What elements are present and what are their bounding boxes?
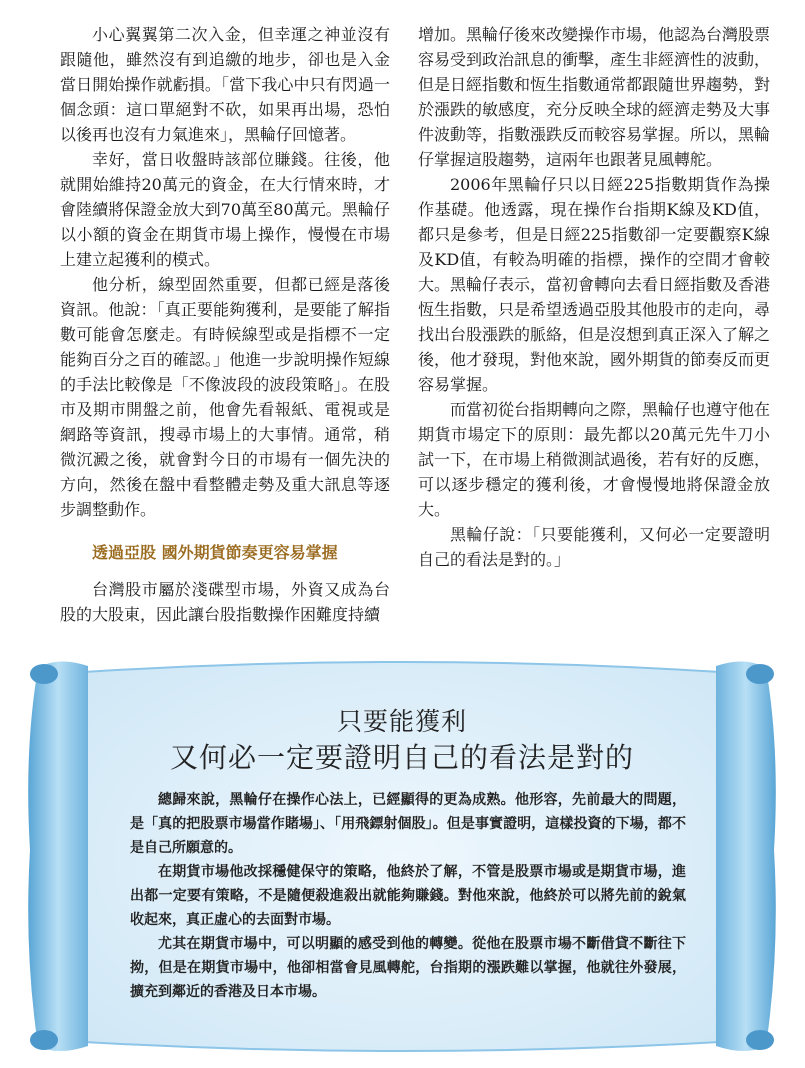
article-paragraph: 黑輪仔說：「只要能獲利，又何必一定要證明自己的看法是對的。」 xyxy=(418,525,770,569)
article-paragraph: 他分析，線型固然重要，但都已經是落後資訊。他說：「真正要能夠獲利，是要能了解指數可能會怎麼走。有時候線型或是指標不一定能夠百分之百的確認。」他進一步說明操作短線的手法比較像是「不像波段的波段策略」。在股市及期市開盤之前，他會先看報紙、電視或是網路等資訊，搜尋市場上的大事情。通常，稍微沉澱之後，就會對今日的市場有一個先決的方向，然後在盤中看整體走勢及重大訊息等逐步調整動作。 xyxy=(60,275,390,519)
section-subheading: 透過亞股 國外期貨節奏更容易掌握 xyxy=(92,543,338,562)
article-paragraph: 2006年黑輪仔只以日經225指數期貨作為操作基礎。他透露，現在操作台指期K線及KD值，都只是參考，但是日經225指數卻一定要觀察K線及KD值，有較為明確的指標，操作的空間才會較大。黑輪仔表示，當初會轉向去看日經指數及香港恆生指數，只是希望透過亞股其他股市的走向，尋找出台股漲跌的脈絡，但是沒想到真正深入了解之後，他才發現，對他來說，國外期貨的節奏反而更容易掌握。 xyxy=(418,175,771,394)
scroll-paragraph: 尤其在期貨市場中，可以明顯的感受到他的轉變。從他在股票市場不斷借貸不斷往下拗，但是在期貨市場中，他卻相當會見風轉舵，台指期的漲跌難以掌握，他就往外發展，擴充到鄰近的香港及日本市場。 xyxy=(130,936,686,1000)
left-column xyxy=(60,22,390,627)
scroll-title-line-1: 只要能獲利 xyxy=(336,707,467,736)
scroll-title-line-2: 又何必一定要證明自己的看法是對的 xyxy=(169,741,634,774)
scroll-callout xyxy=(14,650,790,1062)
article-paragraph: 幸好，當日收盤時該部位賺錢。往後，他就開始維持20萬元的資金，在大行情來時，才會陸續將保證金放大到70萬至80萬元。黑輪仔以小額的資金在期貨市場上操作，慢慢在市場上建立起獲利的模式。 xyxy=(60,150,390,269)
article-paragraph: 小心翼翼第二次入金，但幸運之神並沒有跟隨他，雖然沒有到追繳的地步，卻也是入金當日開始操作就虧損。「當下我心中只有閃過一個念頭：這口單絕對不砍，如果再出場，恐怕以後再也沒有力氣進來」，黑輪仔回憶著。 xyxy=(60,25,390,144)
article-paragraph: 而當初從台指期轉向之際，黑輪仔也遵守他在期貨市場定下的原則：最先都以20萬元先牛刀小試一下，在市場上稍微測試過後，若有好的反應，可以逐步穩定的獲利後，才會慢慢地將保證金放大。 xyxy=(418,400,771,519)
scroll-paragraph: 總歸來說，黑輪仔在操作心法上，已經顯得的更為成熟。他形容，先前最大的問題，是「真的把股票市場當作賭場」、「用飛鏢射個股」。但是事實證明，這樣投資的下場，都不是自己所願意的。 xyxy=(130,792,686,856)
right-column xyxy=(418,22,770,572)
article-paragraph-continuation: 增加。黑輪仔後來改變操作市場，他認為台灣股票容易受到政治訊息的衝擊，產生非經濟性的波動，但是日經指數和恆生指數通常都跟隨世界趨勢，對於漲跌的敏感度，充分反映全球的經濟走勢及大事件波動等，指數漲跌反而較容易掌握。所以，黑輪仔掌握這股趨勢，這兩年也跟著見風轉舵。 xyxy=(418,25,771,169)
scroll-body xyxy=(130,788,686,1004)
scroll-paragraph: 在期貨市場他改採穩健保守的策略，他終於了解，不管是股票市場或是期貨市場，進出都一定要有策略，不是隨便殺進殺出就能夠賺錢。對他來說，他終於可以將先前的銳氣收起來，真正虛心的去面對市場。 xyxy=(130,864,686,928)
article-paragraph: 台灣股市屬於淺碟型市場，外資又成為台股的大股東，因此讓台股指數操作困難度持續 xyxy=(60,580,390,624)
